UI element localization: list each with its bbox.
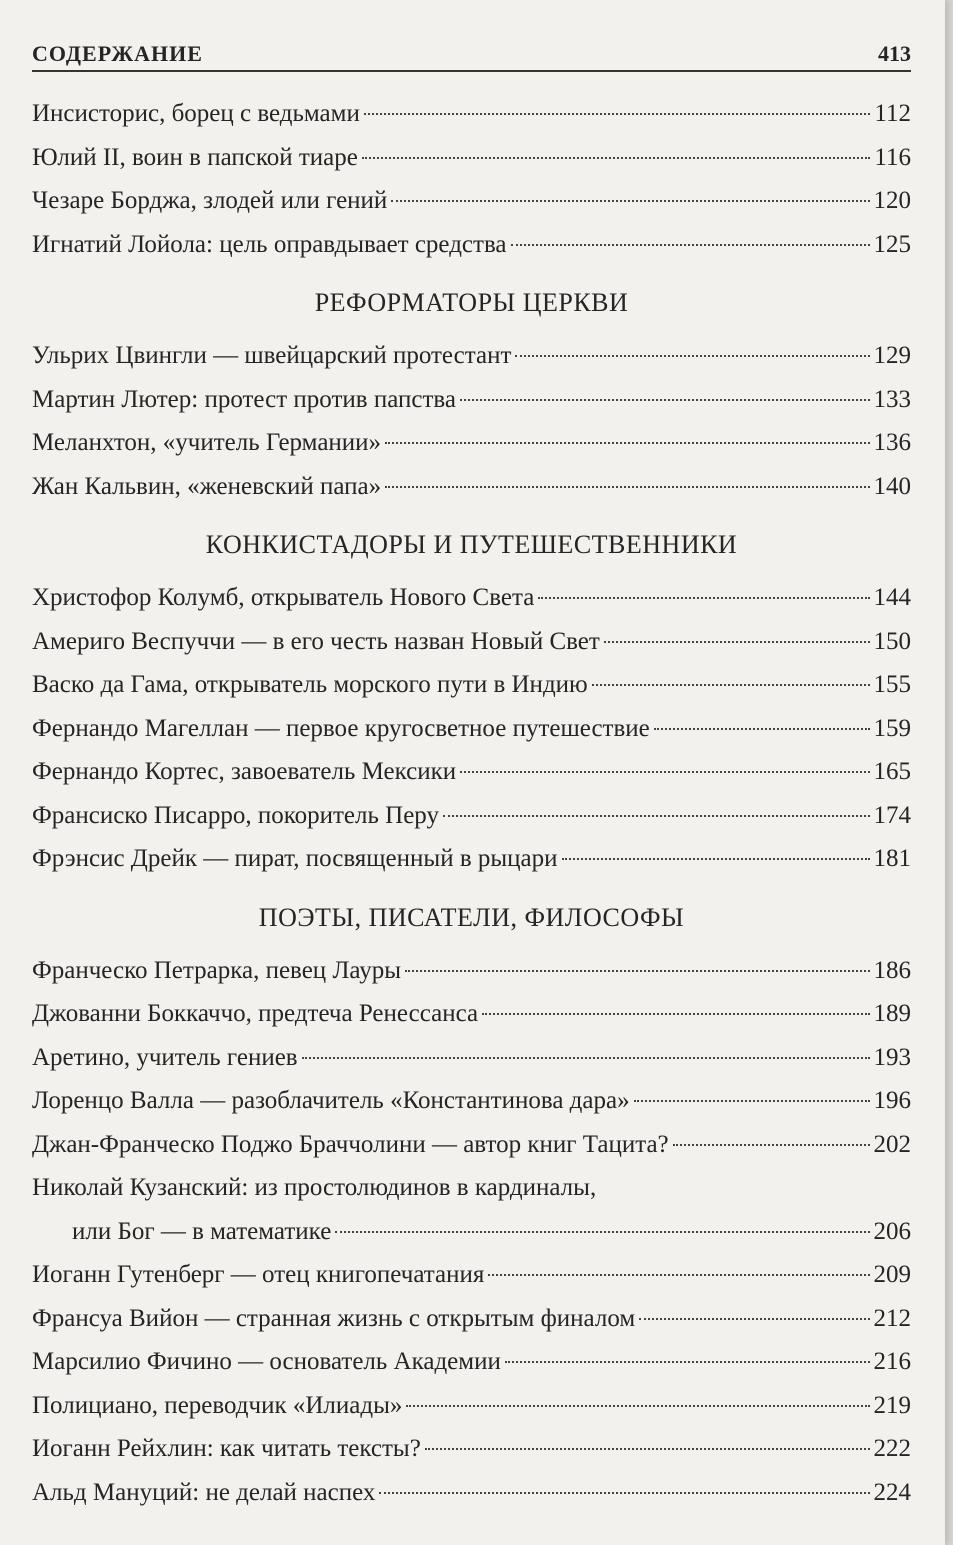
running-head — [32, 38, 911, 72]
toc-entry-page: 140 — [873, 472, 911, 500]
dot-leader — [604, 641, 870, 643]
toc-entry-title: Фернандо Магеллан — первое кругосветное путешествие — [32, 714, 650, 742]
toc-entry-title: Фернандо Кортес, завоеватель Мексики — [32, 758, 457, 785]
toc-entry-title: Мартин Лютер: протест против папства — [32, 385, 456, 413]
section-heading: ПОЭТЫ, ПИСАТЕЛИ, ФИЛОСОФЫ — [258, 902, 685, 932]
dot-leader — [673, 1144, 870, 1146]
toc-entry-title: Меланхтон, «учитель Германии» — [32, 429, 382, 456]
toc-entry-page: 133 — [873, 385, 911, 413]
section-heading: РЕФОРМАТОРЫ ЦЕРКВИ — [314, 288, 629, 317]
toc-entry[interactable] — [32, 663, 911, 707]
toc-entry-page: 193 — [873, 1043, 911, 1071]
toc-entry-page: 155 — [873, 671, 911, 698]
toc-entry[interactable] — [32, 1427, 911, 1471]
toc-entry[interactable] — [32, 378, 911, 422]
toc-entry[interactable] — [32, 1253, 911, 1297]
dot-leader — [488, 1274, 869, 1276]
toc-entry[interactable] — [32, 1471, 911, 1515]
toc-entry-title: Христофор Колумб, открыватель Нового Света — [32, 584, 535, 611]
dot-leader — [425, 1448, 870, 1450]
toc-entry[interactable] — [32, 421, 911, 465]
toc-entry-title: Ульрих Цвингли — швейцарский протестант — [32, 342, 512, 369]
toc-entry-title: Николай Кузанский: из простолюдинов в кардиналы, — [32, 1174, 597, 1201]
toc-entry-title: Джованни Боккаччо, предтеча Ренессанса — [32, 1000, 479, 1027]
toc-entry[interactable] — [32, 1123, 911, 1167]
toc-entry-page: 165 — [873, 758, 911, 785]
dot-leader — [562, 858, 870, 860]
toc-entry-page: 206 — [873, 1217, 911, 1245]
dot-leader — [385, 442, 869, 444]
dot-leader — [639, 1318, 869, 1320]
dot-leader — [364, 113, 871, 115]
toc-entry-page: 120 — [873, 187, 911, 214]
toc-entry[interactable] — [32, 750, 911, 794]
toc-entry[interactable] — [32, 179, 911, 223]
toc-entry[interactable] — [32, 794, 911, 838]
toc-entry-title: Джан-Франческо Поджо Браччолини — автор книг Тацита? — [32, 1130, 669, 1158]
toc-entry-page: 224 — [873, 1478, 911, 1506]
dot-leader — [379, 1492, 869, 1494]
toc-entry-title-continuation: или Бог — в математике — [72, 1217, 332, 1245]
toc-entry-page: 112 — [874, 100, 911, 127]
toc-entry-page: 150 — [873, 627, 911, 655]
running-head-page-number: 413 — [878, 41, 911, 66]
section-heading: КОНКИСТАДОРЫ И ПУТЕШЕСТВЕННИКИ — [205, 530, 738, 559]
toc-entry[interactable] — [32, 949, 911, 993]
toc-entry-page: 212 — [873, 1304, 911, 1332]
toc-entry[interactable] — [32, 465, 911, 509]
toc-entry-page: 174 — [873, 801, 911, 829]
toc-entry-title: Игнатий Лойола: цель оправдывает средства — [32, 230, 507, 258]
toc-entry-title: Франческо Петрарка, певец Лауры — [32, 956, 402, 984]
toc-entry-page: 216 — [873, 1348, 911, 1375]
dot-leader — [391, 200, 869, 202]
dot-leader — [654, 728, 870, 730]
toc-entry-title: Франсуа Вийон — странная жизнь с открытым финалом — [32, 1304, 636, 1332]
toc-entry-page: 144 — [873, 584, 911, 611]
toc-entry[interactable] — [32, 837, 911, 881]
dot-leader — [592, 684, 870, 686]
toc-entry-title: Фрэнсис Дрейк — пират, посвященный в рыцари — [32, 845, 558, 872]
dot-leader — [443, 815, 870, 817]
toc-entry-title: Васко да Гама, открыватель морского пути в Индию — [32, 671, 588, 698]
toc-entry-page: 181 — [873, 845, 911, 872]
toc-entry-title: Полициано, переводчик «Илиады» — [32, 1391, 403, 1419]
dot-leader — [405, 970, 869, 972]
toc-entry-page: 186 — [873, 956, 911, 984]
toc-entry[interactable] — [32, 1384, 911, 1428]
toc-entry[interactable] — [32, 576, 911, 620]
toc-entry-page: 136 — [873, 429, 911, 456]
toc-entry[interactable] — [32, 1079, 911, 1123]
dot-leader — [515, 355, 869, 357]
toc-entry-title: Лоренцо Валла — разоблачитель «Константинова дара» — [32, 1087, 630, 1114]
dot-leader — [482, 1013, 869, 1015]
toc-entry[interactable] — [32, 992, 911, 1036]
toc-entry-page: 222 — [873, 1435, 911, 1462]
toc-entry[interactable] — [32, 620, 911, 664]
toc-entry-page: 196 — [873, 1087, 911, 1114]
toc-entry-page: 159 — [873, 714, 911, 742]
toc-entry-page: 202 — [873, 1130, 911, 1158]
toc-entry-title: Аретино, учитель гениев — [32, 1043, 298, 1071]
toc-entry-page: 125 — [873, 230, 911, 258]
toc-entry-page: 209 — [873, 1261, 911, 1288]
toc-entry-page: 129 — [873, 342, 911, 369]
toc-entry-title: Альд Мануций: не делай наспех — [32, 1478, 376, 1506]
dot-leader — [538, 597, 869, 599]
toc-entry[interactable] — [32, 1036, 911, 1080]
dot-leader — [385, 486, 869, 488]
dot-leader — [406, 1405, 869, 1407]
toc-entry-page: 189 — [873, 1000, 911, 1027]
toc-entry[interactable] — [32, 136, 911, 180]
toc-entry-title: Иоганн Рейхлин: как читать тексты? — [32, 1435, 421, 1462]
toc-entry-first-line[interactable] — [32, 1166, 911, 1210]
toc-entry-title: Марсилио Фичино — основатель Академии — [32, 1348, 501, 1375]
toc-entry[interactable] — [32, 92, 911, 136]
dot-leader — [362, 157, 871, 159]
toc-entry-page: 219 — [873, 1391, 911, 1419]
toc-entry-title: Иоганн Гутенберг — отец книгопечатания — [32, 1261, 485, 1288]
toc-entry-title: Америго Веспуччи — в его честь назван Новый Свет — [32, 627, 600, 655]
toc-entry[interactable] — [32, 707, 911, 751]
toc-entry-continuation[interactable] — [32, 1210, 911, 1254]
dot-leader — [335, 1231, 869, 1233]
toc-entry-title: Инсисторис, борец с ведьмами — [32, 100, 360, 127]
dot-leader — [460, 771, 869, 773]
toc-entry[interactable] — [32, 334, 911, 378]
toc-entry-title: Юлий II, воин в папской тиаре — [32, 143, 358, 171]
dot-leader — [505, 1361, 870, 1363]
toc-entry-title: Франсиско Писарро, покоритель Перу — [32, 801, 439, 829]
toc-entry-page: 116 — [874, 143, 911, 171]
toc-entry-title: Чезаре Борджа, злодей или гений — [32, 187, 388, 214]
table-of-contents — [32, 92, 911, 1514]
toc-entry[interactable] — [32, 1297, 911, 1341]
dot-leader — [634, 1100, 870, 1102]
toc-entry[interactable] — [32, 1340, 911, 1384]
toc-entry-title: Жан Кальвин, «женевский папа» — [32, 472, 382, 500]
running-head-title: СОДЕРЖАНИЕ — [32, 41, 203, 66]
toc-entry[interactable] — [32, 223, 911, 267]
dot-leader — [511, 244, 870, 246]
dot-leader — [302, 1057, 870, 1059]
dot-leader — [460, 399, 870, 401]
